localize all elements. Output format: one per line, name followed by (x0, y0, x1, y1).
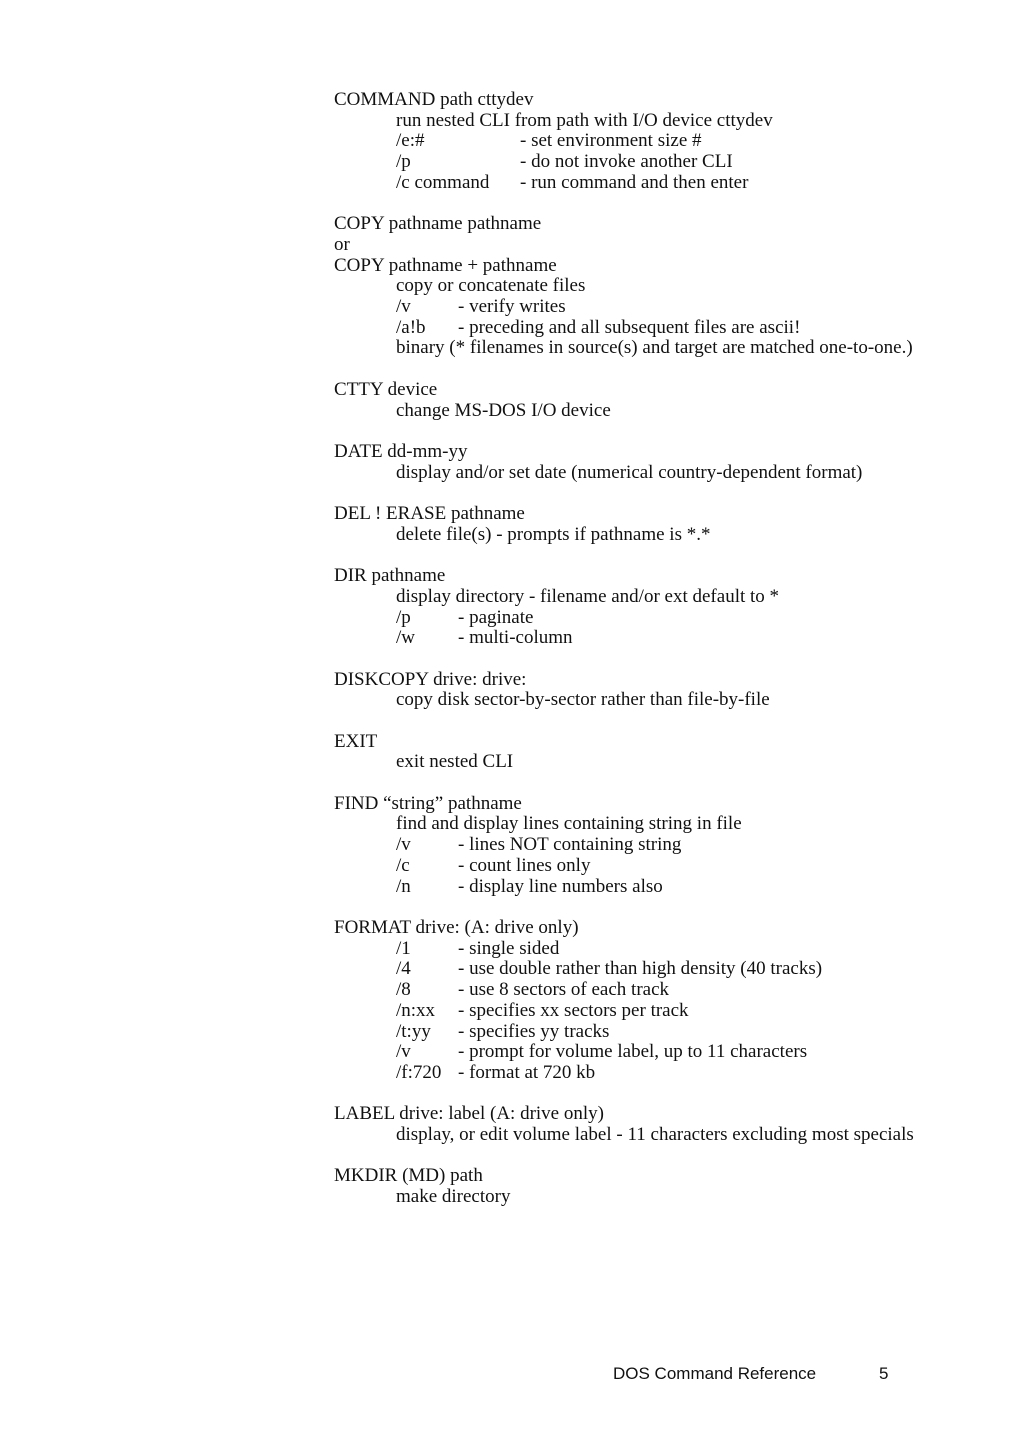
command-syntax: FORMAT drive: (A: drive only) (334, 916, 579, 938)
option-flag: /c (396, 854, 410, 876)
command-body (334, 463, 934, 484)
command-entry (334, 442, 934, 483)
option-text: - do not invoke another CLI (520, 151, 733, 173)
command-description: change MS-DOS I/O device (396, 399, 611, 421)
command-syntax: LABEL drive: label (A: drive only) (334, 1103, 604, 1125)
command-entry (334, 1104, 934, 1145)
command-body (334, 690, 934, 711)
option-text: - display line numbers also (458, 875, 663, 897)
option-row (396, 856, 934, 877)
option-row (396, 877, 934, 898)
option-text: - format at 720 kb (458, 1061, 596, 1083)
option-list (396, 297, 934, 338)
option-list (396, 939, 934, 1084)
option-row (396, 628, 934, 649)
option-list (396, 131, 934, 193)
option-row (396, 1001, 934, 1022)
option-row (396, 959, 934, 980)
command-entry (334, 1166, 934, 1207)
command-entry (334, 90, 934, 194)
option-text: - multi-column (458, 627, 573, 649)
option-text: - specifies yy tracks (458, 1020, 610, 1042)
command-body (334, 276, 934, 359)
page-footer (613, 1364, 893, 1384)
command-entry (334, 732, 934, 773)
command-syntax: DEL ! ERASE pathname (334, 503, 525, 524)
command-body (334, 587, 934, 649)
command-body (334, 752, 934, 773)
command-alt-syntax: COPY pathname + pathname (334, 254, 557, 276)
command-syntax: EXIT (334, 730, 378, 752)
option-flag: /v (396, 834, 411, 856)
option-row (396, 608, 934, 629)
command-entry (334, 918, 934, 1084)
command-body (334, 939, 934, 1084)
option-flag: /v (396, 296, 411, 318)
option-row (396, 131, 934, 152)
command-description: exit nested CLI (396, 751, 514, 773)
command-description: run nested CLI from path with I/O device cttydev (396, 109, 773, 131)
option-text: - verify writes (458, 296, 566, 318)
option-flag: /p (396, 606, 411, 628)
option-list (396, 608, 934, 649)
option-row (396, 152, 934, 173)
option-flag: /4 (396, 958, 411, 980)
option-row (396, 980, 934, 1001)
option-flag: /p (396, 151, 411, 173)
option-row (396, 1022, 934, 1043)
command-entry (334, 670, 934, 711)
command-description: display directory - filename and/or ext default to * (396, 585, 780, 607)
command-body (334, 525, 934, 546)
command-syntax: DISKCOPY drive: drive: (334, 668, 527, 690)
command-body (334, 814, 934, 897)
command-entry (334, 566, 934, 649)
command-body (334, 111, 934, 194)
command-note: binary (* filenames in source(s) and target are matched one-to-one.) (396, 337, 913, 359)
command-description: copy disk sector-by-sector rather than file-by-file (396, 689, 770, 711)
option-flag: /f:720 (396, 1061, 442, 1083)
option-flag: /8 (396, 979, 411, 1001)
option-text: - prompt for volume label, up to 11 characters (458, 1041, 808, 1063)
option-flag: /a!b (396, 316, 426, 338)
command-entry (334, 504, 934, 545)
command-reference-list (334, 90, 934, 1228)
command-entry (334, 214, 934, 359)
command-description: find and display lines containing string in file (396, 813, 742, 835)
option-row (396, 939, 934, 960)
option-row (396, 318, 934, 339)
option-row (396, 1042, 934, 1063)
option-text: - run command and then enter (520, 171, 749, 193)
command-description: display, or edit volume label - 11 characters excluding most specials (396, 1124, 914, 1145)
option-flag: /t:yy (396, 1020, 431, 1042)
command-syntax: DIR pathname (334, 565, 446, 587)
command-description: make directory (396, 1186, 511, 1208)
option-row (396, 297, 934, 318)
option-text: - set environment size # (520, 130, 702, 152)
option-text: - use double rather than high density (40 tracks) (458, 958, 823, 980)
command-entry (334, 794, 934, 898)
command-syntax: DATE dd-mm-yy (334, 440, 468, 462)
command-syntax: CTTY device (334, 378, 438, 400)
command-body (334, 1125, 934, 1146)
option-list (396, 835, 934, 897)
option-text: - specifies xx sectors per track (458, 999, 689, 1021)
option-text: - paginate (458, 606, 534, 628)
page-number: 5 (879, 1364, 889, 1383)
option-flag: /n:xx (396, 999, 436, 1021)
command-description: delete file(s) - prompts if pathname is *.* (396, 523, 711, 545)
command-body (334, 401, 934, 422)
footer-title: DOS Command Reference (613, 1364, 817, 1383)
option-row (396, 173, 934, 194)
command-entry (334, 380, 934, 421)
option-text: - lines NOT containing string (458, 834, 682, 856)
command-syntax: FIND “string” pathname (334, 792, 522, 814)
option-flag: /c command (396, 171, 490, 193)
command-description: display and/or set date (numerical country-dependent format) (396, 461, 863, 483)
command-body (334, 1187, 934, 1208)
command-syntax: COMMAND path cttydev (334, 89, 534, 110)
option-flag: /v (396, 1041, 411, 1063)
command-description: copy or concatenate files (396, 275, 586, 297)
command-syntax: COPY pathname pathname (334, 213, 542, 235)
option-text: - single sided (458, 937, 560, 959)
option-text: - count lines only (458, 854, 591, 876)
option-row (396, 1063, 934, 1084)
option-flag: /w (396, 627, 415, 649)
command-syntax: MKDIR (MD) path (334, 1165, 483, 1187)
option-flag: /n (396, 875, 411, 897)
command-alt-separator: or (334, 233, 350, 255)
option-row (396, 835, 934, 856)
option-text: - preceding and all subsequent files are ascii! (458, 316, 801, 338)
option-flag: /1 (396, 937, 411, 959)
option-text: - use 8 sectors of each track (458, 979, 670, 1001)
option-flag: /e:# (396, 130, 425, 152)
